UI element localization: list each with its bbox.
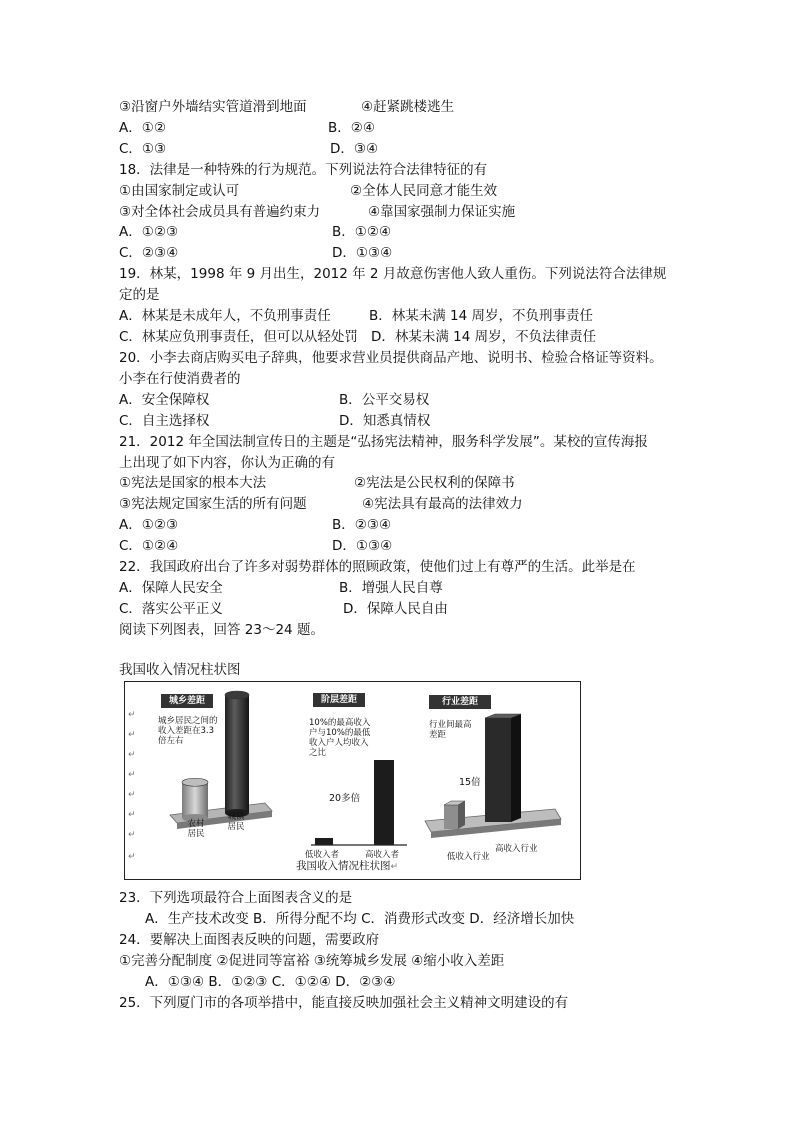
option-line: ④赶紧跳楼逃生 xyxy=(361,99,455,115)
choice-c: C．②③④ xyxy=(119,245,179,261)
chart-title: 我国收入情况柱状图 xyxy=(119,662,241,678)
statement: ④靠国家强制力保证实施 xyxy=(368,204,516,220)
panel3-annotation: 15倍 xyxy=(459,777,481,788)
question-20-cont: 小李在行使消费者的 xyxy=(119,371,241,387)
category-label: 农村居民 xyxy=(187,819,205,839)
choice-a: A．①②③ xyxy=(119,224,179,240)
statement: ③宪法规定国家生活的所有问题 xyxy=(119,496,307,512)
income-chart xyxy=(124,681,581,880)
bar-side xyxy=(511,714,521,822)
return-mark: ↵ xyxy=(128,852,136,862)
option-line: ③沿窗户外墙结实管道滑到地面 xyxy=(119,99,307,115)
panel3-note: 行业间最高差距 xyxy=(429,720,472,740)
return-mark: ↵ xyxy=(128,830,136,840)
question-18: 18．法律是一种特殊的行为规范。下列说法符合法律特征的有 xyxy=(119,162,488,178)
bar-urban xyxy=(225,695,249,813)
choice-d: D．林某未满 14 周岁，不负法律责任 xyxy=(371,329,597,345)
choice-d: D．①③④ xyxy=(332,538,393,554)
question-22: 22．我国政府出台了许多对弱势群体的照顾政策，使他们过上有尊严的生活。此举是在 xyxy=(119,559,636,575)
category-label: 高收入行业 xyxy=(495,844,538,854)
choice-b: B．增强人民自尊 xyxy=(339,580,443,596)
question-21-cont: 上出现了如下内容，你认为正确的有 xyxy=(119,455,335,471)
category-label: 城镇居民 xyxy=(227,812,245,832)
choice-c: C．①③ xyxy=(119,141,167,157)
return-mark: ↵ xyxy=(128,710,136,720)
choice-d: D．保障人民自由 xyxy=(343,601,448,617)
question-20: 20．小李去商店购买电子辞典，他要求营业员提供商品产地、说明书、检验合格证等资料。 xyxy=(119,350,663,366)
category-label: 高收入者 xyxy=(365,850,400,860)
choice-d: D．①③④ xyxy=(332,245,393,261)
statement: ②全体人民同意才能生效 xyxy=(350,183,498,199)
choice-b: B．林某未满 14 周岁，不负刑事责任 xyxy=(369,308,594,324)
choice-c: C．落实公平正义 xyxy=(119,601,223,617)
question-19: 19．林某，1998 年 9 月出生，2012 年 2 月故意伤害他人致人重伤。下列说法符合法律规 xyxy=(119,266,667,282)
panel2-note: 10%的最高收入户与10%的最低收入户人均收入之比 xyxy=(309,718,371,758)
question-23-options: A．生产技术改变 B．所得分配不均 C．消费形式改变 D．经济增长加快 xyxy=(145,911,575,927)
reading-instruction: 阅读下列图表，回答 23～24 题。 xyxy=(119,622,324,638)
return-mark: ↵ xyxy=(128,810,136,820)
choice-a: A．保障人民安全 xyxy=(119,580,223,596)
choice-c: C．①②④ xyxy=(119,538,179,554)
choice-c: C．自主选择权 xyxy=(119,413,210,429)
panel1-note: 城乡居民之间的收入差距在3.3倍左右 xyxy=(158,716,218,746)
bar-side xyxy=(458,801,465,829)
category-label: 低收入行业 xyxy=(447,852,490,862)
choice-a: A．①②③ xyxy=(119,517,179,533)
return-mark: ↵ xyxy=(128,750,136,760)
panel2-annotation: 20多倍 xyxy=(329,793,361,804)
chart-caption: 我国收入情况柱状图↵ xyxy=(296,860,399,872)
bar-low-industry xyxy=(444,805,458,829)
panel2-label: 阶层差距 xyxy=(313,693,365,707)
choice-b: B．②③④ xyxy=(332,517,392,533)
bar-high-industry xyxy=(485,718,511,822)
question-25: 25．下列厦门市的各项举措中，能直接反映加强社会主义精神文明建设的有 xyxy=(119,995,569,1011)
choice-c: C．林某应负刑事责任，但可以从轻处罚 xyxy=(119,329,358,345)
choice-a: A．安全保障权 xyxy=(119,392,210,408)
question-24: 24．要解决上面图表反映的问题，需要政府 xyxy=(119,932,380,948)
question-24-items: ①完善分配制度 ②促进同等富裕 ③统筹城乡发展 ④缩小收入差距 xyxy=(119,953,505,969)
choice-b: B．①②④ xyxy=(332,224,392,240)
choice-a: A．林某是未成年人，不负刑事责任 xyxy=(119,308,331,324)
bar-top-cap xyxy=(225,691,249,699)
category-label: 低收入者 xyxy=(305,850,340,860)
statement: ④宪法具有最高的法律效力 xyxy=(362,496,523,512)
choice-b: B．公平交易权 xyxy=(339,392,430,408)
question-21: 21．2012 年全国法制宣传日的主题是“弘扬宪法精神，服务科学发展”。某校的宣传海报 xyxy=(119,434,648,450)
statement: ①由国家制定或认可 xyxy=(119,183,240,199)
bar-rural xyxy=(182,782,208,818)
return-mark: ↵ xyxy=(128,790,136,800)
return-mark: ↵ xyxy=(128,730,136,740)
bar-top-cap xyxy=(182,778,208,786)
question-24-options: A．①③④ B．①②③ C．①②④ D．②③④ xyxy=(145,974,396,990)
bar-low-income xyxy=(315,838,333,845)
choice-b: B．②④ xyxy=(328,120,375,136)
statement: ①宪法是国家的根本大法 xyxy=(119,475,267,491)
statement: ③对全体社会成员具有普遍约束力 xyxy=(119,204,321,220)
choice-a: A．①② xyxy=(119,120,166,136)
bar-high-income xyxy=(374,760,394,845)
return-mark: ↵ xyxy=(128,770,136,780)
statement: ②宪法是公民权利的保障书 xyxy=(354,475,515,491)
choice-d: D．③④ xyxy=(330,141,379,157)
panel3-label: 行业差距 xyxy=(429,695,491,709)
question-19-cont: 定的是 xyxy=(119,287,160,303)
question-23: 23．下列选项最符合上面图表含义的是 xyxy=(119,890,353,906)
choice-d: D．知悉真情权 xyxy=(339,413,431,429)
panel1-label: 城乡差距 xyxy=(161,694,213,708)
